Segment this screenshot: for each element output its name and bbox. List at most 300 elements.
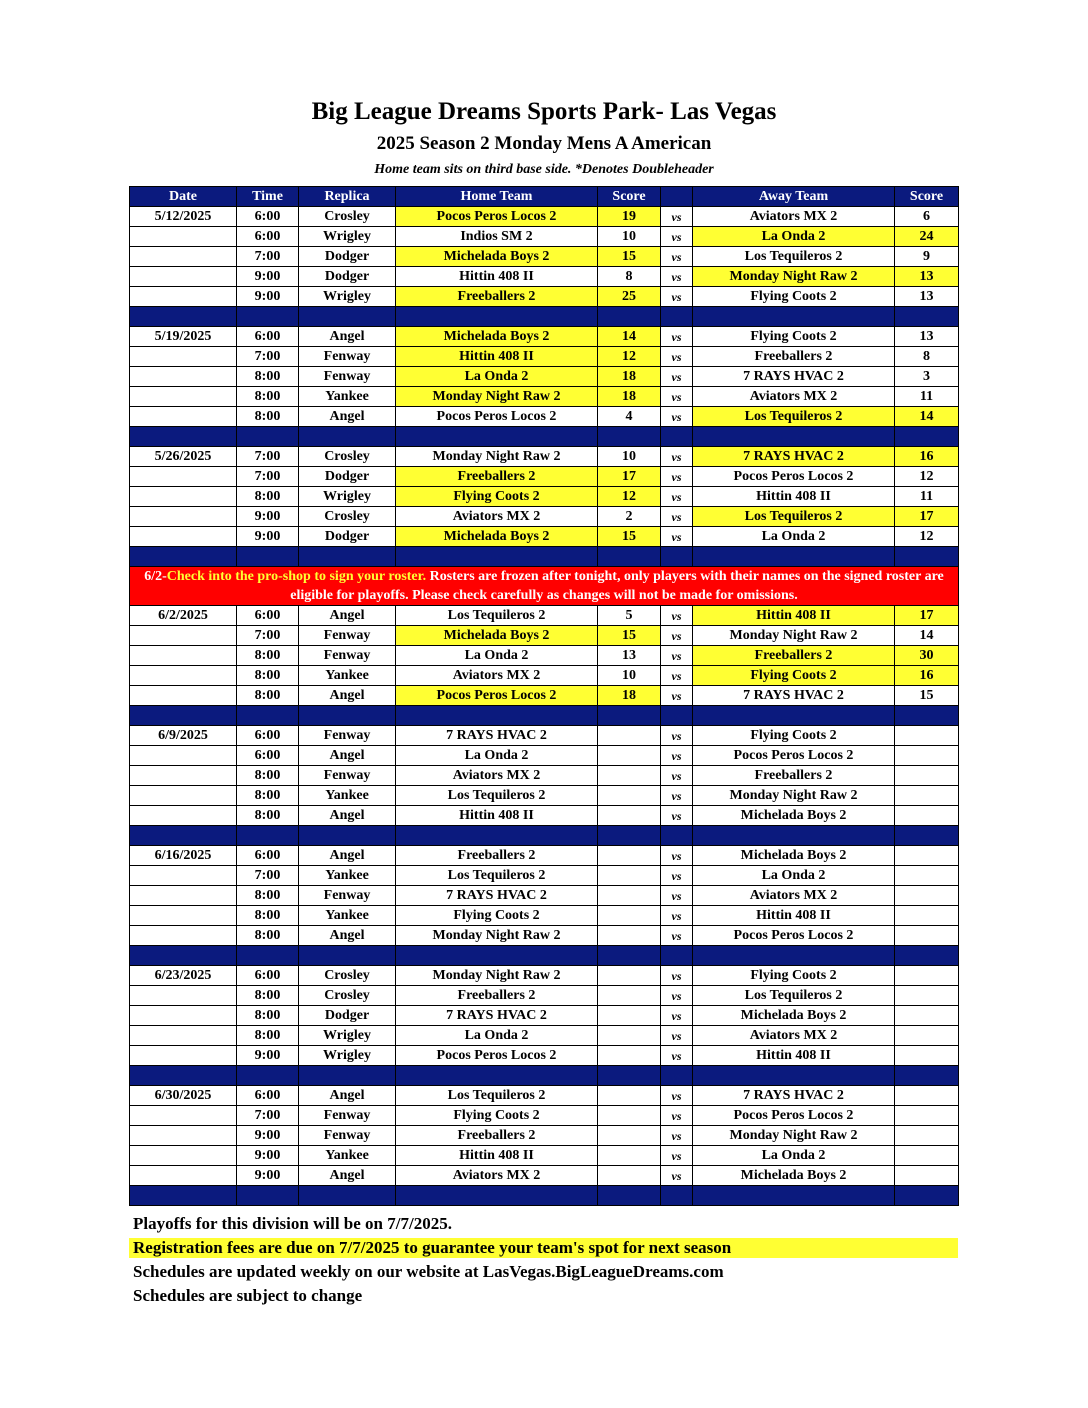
page-subtitle: 2025 Season 2 Monday Mens A American	[376, 133, 712, 154]
separator-cell	[396, 307, 598, 327]
vs-label: vs	[661, 626, 693, 646]
separator-cell	[299, 946, 396, 966]
home-team: Monday Night Raw 2	[396, 447, 598, 467]
away-team: Monday Night Raw 2	[693, 267, 895, 287]
home-score: 15	[598, 527, 661, 547]
home-score	[598, 726, 661, 746]
game-row	[130, 906, 959, 926]
vs-label: vs	[661, 507, 693, 527]
vs-label: vs	[661, 1046, 693, 1066]
game-time: 6:00	[237, 227, 299, 247]
game-row	[130, 227, 959, 247]
away-score	[895, 986, 959, 1006]
game-date	[130, 986, 237, 1006]
away-team: Aviators MX 2	[693, 886, 895, 906]
home-score	[598, 746, 661, 766]
home-team: La Onda 2	[396, 646, 598, 666]
game-replica: Yankee	[299, 906, 396, 926]
vs-label: vs	[661, 387, 693, 407]
separator-cell	[130, 826, 237, 846]
home-score	[598, 1046, 661, 1066]
away-team: La Onda 2	[693, 866, 895, 886]
game-replica: Angel	[299, 407, 396, 427]
game-date	[130, 367, 237, 387]
separator-cell	[598, 547, 661, 567]
away-team: Los Tequileros 2	[693, 507, 895, 527]
away-score	[895, 1006, 959, 1026]
separator-cell	[895, 307, 959, 327]
separator-cell	[396, 1186, 598, 1206]
game-time: 6:00	[237, 327, 299, 347]
game-row	[130, 686, 959, 706]
game-row	[130, 886, 959, 906]
away-score	[895, 906, 959, 926]
separator-cell	[598, 946, 661, 966]
away-team: Michelada Boys 2	[693, 1166, 895, 1186]
game-time: 6:00	[237, 606, 299, 626]
separator-cell	[693, 826, 895, 846]
away-score	[895, 1026, 959, 1046]
vs-label: vs	[661, 227, 693, 247]
game-time: 8:00	[237, 786, 299, 806]
away-team: Freeballers 2	[693, 347, 895, 367]
separator-cell	[299, 427, 396, 447]
column-header-date: Date	[130, 187, 237, 207]
home-team: Hittin 408 II	[396, 806, 598, 826]
away-score: 17	[895, 606, 959, 626]
game-date	[130, 507, 237, 527]
game-time: 8:00	[237, 806, 299, 826]
home-score: 10	[598, 447, 661, 467]
week-separator-row	[130, 826, 959, 846]
vs-label: vs	[661, 806, 693, 826]
game-time: 8:00	[237, 686, 299, 706]
away-score: 15	[895, 686, 959, 706]
home-team: La Onda 2	[396, 367, 598, 387]
game-date	[130, 746, 237, 766]
home-team: Pocos Peros Locos 2	[396, 1046, 598, 1066]
game-date	[130, 886, 237, 906]
game-row	[130, 986, 959, 1006]
home-team: Los Tequileros 2	[396, 786, 598, 806]
game-replica: Dodger	[299, 1006, 396, 1026]
game-date	[130, 227, 237, 247]
game-row	[130, 407, 959, 427]
game-date	[130, 487, 237, 507]
home-team: Aviators MX 2	[396, 507, 598, 527]
game-replica: Fenway	[299, 726, 396, 746]
separator-cell	[598, 307, 661, 327]
game-replica: Crosley	[299, 447, 396, 467]
home-team: Pocos Peros Locos 2	[396, 207, 598, 227]
game-date: 5/26/2025	[130, 447, 237, 467]
separator-cell	[661, 706, 693, 726]
game-date	[130, 906, 237, 926]
game-time: 6:00	[237, 846, 299, 866]
column-header-home-team: Home Team	[396, 187, 598, 207]
home-team: La Onda 2	[396, 1026, 598, 1046]
away-score: 30	[895, 646, 959, 666]
game-time: 8:00	[237, 886, 299, 906]
separator-cell	[693, 427, 895, 447]
home-team: Aviators MX 2	[396, 1166, 598, 1186]
game-time: 7:00	[237, 866, 299, 886]
game-replica: Angel	[299, 846, 396, 866]
game-replica: Fenway	[299, 347, 396, 367]
game-time: 7:00	[237, 626, 299, 646]
home-team: Freeballers 2	[396, 986, 598, 1006]
home-score: 8	[598, 267, 661, 287]
game-time: 6:00	[237, 966, 299, 986]
away-score	[895, 966, 959, 986]
away-score	[895, 746, 959, 766]
game-row	[130, 746, 959, 766]
separator-cell	[299, 706, 396, 726]
home-team: Pocos Peros Locos 2	[396, 407, 598, 427]
game-row	[130, 507, 959, 527]
away-team: Los Tequileros 2	[693, 247, 895, 267]
game-row	[130, 646, 959, 666]
game-time: 6:00	[237, 207, 299, 227]
away-team: Pocos Peros Locos 2	[693, 467, 895, 487]
game-time: 8:00	[237, 367, 299, 387]
home-score	[598, 926, 661, 946]
separator-cell	[130, 427, 237, 447]
away-score	[895, 726, 959, 746]
separator-cell	[396, 946, 598, 966]
vs-label: vs	[661, 267, 693, 287]
home-score: 18	[598, 387, 661, 407]
vs-label: vs	[661, 207, 693, 227]
home-score	[598, 1166, 661, 1186]
away-score	[895, 926, 959, 946]
away-team: La Onda 2	[693, 527, 895, 547]
away-score: 12	[895, 467, 959, 487]
separator-cell	[396, 826, 598, 846]
home-team: Hittin 408 II	[396, 267, 598, 287]
home-score: 15	[598, 626, 661, 646]
game-replica: Crosley	[299, 966, 396, 986]
separator-cell	[693, 1186, 895, 1206]
game-replica: Dodger	[299, 527, 396, 547]
notice-date: 6/2-	[144, 569, 167, 584]
home-score	[598, 786, 661, 806]
away-score: 9	[895, 247, 959, 267]
game-replica: Fenway	[299, 1126, 396, 1146]
game-date	[130, 1146, 237, 1166]
separator-cell	[299, 307, 396, 327]
home-team: Los Tequileros 2	[396, 1086, 598, 1106]
vs-label: vs	[661, 966, 693, 986]
game-row	[130, 447, 959, 467]
separator-cell	[130, 1066, 237, 1086]
home-team: Flying Coots 2	[396, 487, 598, 507]
column-header-away-score: Score	[895, 187, 959, 207]
home-team: Monday Night Raw 2	[396, 387, 598, 407]
game-date	[130, 1046, 237, 1066]
game-time: 8:00	[237, 1026, 299, 1046]
vs-label: vs	[661, 1086, 693, 1106]
away-score	[895, 1146, 959, 1166]
away-team: Los Tequileros 2	[693, 407, 895, 427]
away-team: Michelada Boys 2	[693, 806, 895, 826]
away-score: 11	[895, 487, 959, 507]
game-replica: Angel	[299, 327, 396, 347]
separator-cell	[598, 706, 661, 726]
game-row	[130, 327, 959, 347]
week-separator-row	[130, 1066, 959, 1086]
separator-cell	[237, 547, 299, 567]
home-score	[598, 1006, 661, 1026]
away-team: Hittin 408 II	[693, 606, 895, 626]
game-date: 6/23/2025	[130, 966, 237, 986]
away-team: La Onda 2	[693, 227, 895, 247]
game-date: 6/16/2025	[130, 846, 237, 866]
home-score	[598, 1146, 661, 1166]
home-team: Freeballers 2	[396, 846, 598, 866]
game-time: 9:00	[237, 287, 299, 307]
game-replica: Angel	[299, 606, 396, 626]
game-time: 7:00	[237, 347, 299, 367]
vs-label: vs	[661, 846, 693, 866]
home-score	[598, 866, 661, 886]
game-date	[130, 1006, 237, 1026]
game-row	[130, 806, 959, 826]
away-score	[895, 1166, 959, 1186]
game-replica: Yankee	[299, 1146, 396, 1166]
vs-label: vs	[661, 926, 693, 946]
home-team: Flying Coots 2	[396, 906, 598, 926]
away-team: Flying Coots 2	[693, 966, 895, 986]
game-row	[130, 666, 959, 686]
home-score	[598, 766, 661, 786]
separator-cell	[130, 946, 237, 966]
vs-label: vs	[661, 1166, 693, 1186]
home-team: Freeballers 2	[396, 1126, 598, 1146]
game-replica: Dodger	[299, 247, 396, 267]
home-team: Michelada Boys 2	[396, 247, 598, 267]
game-row	[130, 487, 959, 507]
separator-cell	[299, 547, 396, 567]
vs-label: vs	[661, 327, 693, 347]
vs-label: vs	[661, 866, 693, 886]
game-row	[130, 1046, 959, 1066]
home-score	[598, 806, 661, 826]
away-score	[895, 1086, 959, 1106]
home-score: 12	[598, 487, 661, 507]
game-replica: Wrigley	[299, 227, 396, 247]
away-score: 16	[895, 447, 959, 467]
game-time: 6:00	[237, 726, 299, 746]
game-time: 7:00	[237, 247, 299, 267]
vs-label: vs	[661, 1026, 693, 1046]
vs-label: vs	[661, 247, 693, 267]
disclaimer-note: Schedules are subject to change	[133, 1286, 363, 1305]
away-team: Monday Night Raw 2	[693, 1126, 895, 1146]
game-row	[130, 267, 959, 287]
home-score: 17	[598, 467, 661, 487]
game-time: 8:00	[237, 906, 299, 926]
home-score: 5	[598, 606, 661, 626]
separator-cell	[895, 547, 959, 567]
game-date: 6/2/2025	[130, 606, 237, 626]
home-score: 10	[598, 227, 661, 247]
separator-cell	[299, 1066, 396, 1086]
away-score: 14	[895, 626, 959, 646]
away-team: 7 RAYS HVAC 2	[693, 447, 895, 467]
separator-cell	[661, 826, 693, 846]
home-score	[598, 986, 661, 1006]
away-team: Freeballers 2	[693, 766, 895, 786]
away-team: Michelada Boys 2	[693, 1006, 895, 1026]
vs-label: vs	[661, 527, 693, 547]
game-replica: Wrigley	[299, 1026, 396, 1046]
table-header-row	[130, 187, 959, 207]
game-row	[130, 1086, 959, 1106]
game-date	[130, 766, 237, 786]
game-replica: Angel	[299, 686, 396, 706]
schedule-body	[130, 207, 959, 1206]
game-replica: Dodger	[299, 267, 396, 287]
vs-label: vs	[661, 986, 693, 1006]
separator-cell	[598, 427, 661, 447]
game-replica: Yankee	[299, 786, 396, 806]
game-row	[130, 626, 959, 646]
game-time: 7:00	[237, 1106, 299, 1126]
away-team: Aviators MX 2	[693, 207, 895, 227]
vs-label: vs	[661, 1106, 693, 1126]
separator-cell	[661, 1066, 693, 1086]
game-replica: Fenway	[299, 626, 396, 646]
website-note: Schedules are updated weekly on our website at LasVegas.BigLeagueDreams.com	[133, 1262, 724, 1281]
away-team: 7 RAYS HVAC 2	[693, 686, 895, 706]
away-team: 7 RAYS HVAC 2	[693, 367, 895, 387]
column-header-replica: Replica	[299, 187, 396, 207]
home-score: 10	[598, 666, 661, 686]
game-replica: Yankee	[299, 666, 396, 686]
separator-cell	[396, 427, 598, 447]
home-team: Indios SM 2	[396, 227, 598, 247]
game-date	[130, 1126, 237, 1146]
game-date	[130, 387, 237, 407]
separator-cell	[693, 706, 895, 726]
away-team: Flying Coots 2	[693, 666, 895, 686]
home-score: 13	[598, 646, 661, 666]
game-replica: Angel	[299, 926, 396, 946]
home-team: Michelada Boys 2	[396, 626, 598, 646]
game-row	[130, 1026, 959, 1046]
game-row	[130, 467, 959, 487]
game-time: 8:00	[237, 926, 299, 946]
game-date	[130, 267, 237, 287]
home-team: Los Tequileros 2	[396, 866, 598, 886]
game-row	[130, 347, 959, 367]
week-separator-row	[130, 427, 959, 447]
separator-cell	[237, 1066, 299, 1086]
game-time: 9:00	[237, 1166, 299, 1186]
game-time: 8:00	[237, 766, 299, 786]
away-score: 8	[895, 347, 959, 367]
game-time: 7:00	[237, 467, 299, 487]
game-date	[130, 926, 237, 946]
game-time: 8:00	[237, 666, 299, 686]
schedule-table	[129, 186, 958, 1206]
game-replica: Wrigley	[299, 487, 396, 507]
home-team: 7 RAYS HVAC 2	[396, 1006, 598, 1026]
home-team: Aviators MX 2	[396, 766, 598, 786]
away-score: 6	[895, 207, 959, 227]
separator-cell	[661, 1186, 693, 1206]
vs-label: vs	[661, 287, 693, 307]
game-date	[130, 1026, 237, 1046]
game-date	[130, 247, 237, 267]
game-replica: Crosley	[299, 986, 396, 1006]
game-row	[130, 866, 959, 886]
vs-label: vs	[661, 786, 693, 806]
vs-label: vs	[661, 646, 693, 666]
away-score: 13	[895, 327, 959, 347]
game-replica: Crosley	[299, 507, 396, 527]
game-time: 9:00	[237, 527, 299, 547]
home-score: 25	[598, 287, 661, 307]
vs-label: vs	[661, 1006, 693, 1026]
away-score	[895, 786, 959, 806]
game-date	[130, 646, 237, 666]
game-replica: Wrigley	[299, 1046, 396, 1066]
separator-cell	[130, 307, 237, 327]
game-time: 7:00	[237, 447, 299, 467]
vs-label: vs	[661, 906, 693, 926]
away-team: Freeballers 2	[693, 646, 895, 666]
vs-label: vs	[661, 487, 693, 507]
away-team: Michelada Boys 2	[693, 846, 895, 866]
away-team: Aviators MX 2	[693, 1026, 895, 1046]
page-title: Big League Dreams Sports Park- Las Vegas	[311, 98, 777, 125]
separator-cell	[661, 307, 693, 327]
home-team: Michelada Boys 2	[396, 527, 598, 547]
game-time: 8:00	[237, 646, 299, 666]
separator-cell	[396, 706, 598, 726]
home-team: La Onda 2	[396, 746, 598, 766]
away-team: 7 RAYS HVAC 2	[693, 1086, 895, 1106]
home-team: Hittin 408 II	[396, 347, 598, 367]
away-score	[895, 1106, 959, 1126]
game-replica: Dodger	[299, 467, 396, 487]
separator-cell	[661, 946, 693, 966]
game-date	[130, 467, 237, 487]
away-team: Flying Coots 2	[693, 726, 895, 746]
game-time: 6:00	[237, 1086, 299, 1106]
away-score	[895, 1046, 959, 1066]
vs-label: vs	[661, 886, 693, 906]
game-row	[130, 287, 959, 307]
home-score	[598, 966, 661, 986]
away-score	[895, 846, 959, 866]
schedule-note: Home team sits on third base side. *Denotes Doubleheader	[374, 162, 714, 177]
game-row	[130, 527, 959, 547]
away-team: Aviators MX 2	[693, 387, 895, 407]
game-row	[130, 247, 959, 267]
week-separator-row	[130, 307, 959, 327]
separator-cell	[237, 946, 299, 966]
game-row	[130, 367, 959, 387]
game-date: 5/12/2025	[130, 207, 237, 227]
away-team: Pocos Peros Locos 2	[693, 746, 895, 766]
separator-cell	[299, 826, 396, 846]
home-score	[598, 846, 661, 866]
game-replica: Angel	[299, 806, 396, 826]
separator-cell	[895, 1066, 959, 1086]
